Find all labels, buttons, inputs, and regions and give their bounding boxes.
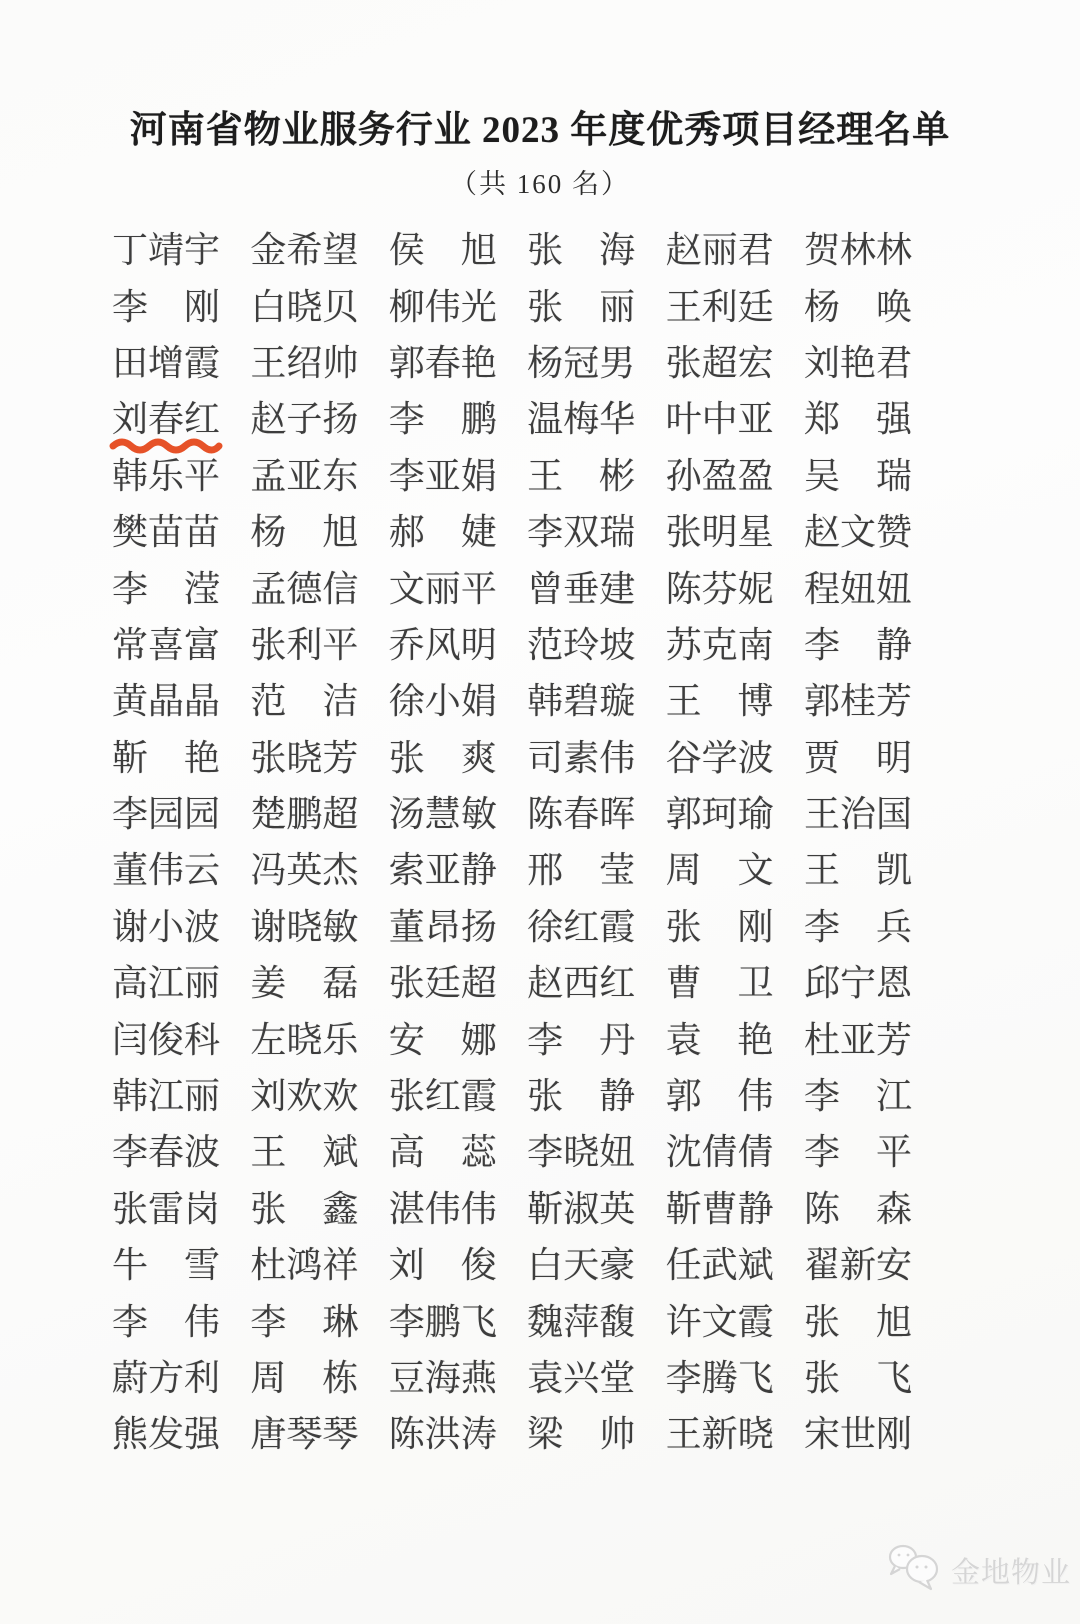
name-cell [389,1293,497,1349]
name-text: 司 素 伟 [527,737,636,778]
name-text: 乔 风 明 [388,624,497,665]
name-cell [389,842,497,898]
name-cell [527,730,635,786]
name-cell [112,335,220,391]
watermark [884,1542,1071,1599]
name-text: 李 双 瑞 [527,512,636,553]
name-text: 李 腾 飞 [665,1358,774,1398]
name-cell [804,786,912,842]
name-text: 程 妞 妞 [803,568,912,609]
name-text: 任 武 斌 [665,1245,774,1286]
name-text: 郝 婕 [388,512,497,553]
name-cell [389,391,497,447]
name-text: 贾 明 [803,737,912,778]
name-cell [250,1406,358,1462]
name-cell [250,730,358,786]
name-text: 柳 伟 光 [388,286,497,327]
name-text: 贺 林 林 [803,230,912,271]
name-cell [389,1011,497,1067]
name-text: 张 廷 超 [388,963,497,1004]
name-cell [389,673,497,729]
document-header [0,0,1080,202]
name-text: 田 增 霞 [112,342,221,383]
name-cell [666,448,774,504]
name-cell [527,504,635,560]
name-cell [112,448,220,504]
name-text: 周 栋 [250,1358,359,1398]
name-text: 曾 垂 建 [527,568,636,609]
name-cell [389,278,497,334]
name-cell [666,391,774,447]
name-cell [250,673,358,729]
name-cell [250,1124,358,1180]
name-text: 刘 春 红 [112,399,221,440]
name-cell [250,448,358,504]
name-cell [804,955,912,1011]
name-cell [389,955,497,1011]
name-text: 赵 西 红 [527,963,636,1004]
name-text: 李 平 [803,1132,912,1173]
name-text: 李 静 [803,624,912,665]
name-cell [250,1011,358,1067]
name-text: 蔚 方 利 [112,1358,221,1398]
name-cell [666,617,774,673]
name-cell [666,955,774,1011]
name-text: 王 凯 [803,850,912,891]
name-text: 郑 强 [803,399,912,440]
name-text: 张 明 星 [665,512,774,553]
name-text: 李 晓 妞 [527,1132,636,1173]
name-cell [250,1181,358,1237]
name-text: 冯 英 杰 [250,850,359,891]
name-cell [112,899,220,955]
name-cell [250,335,358,391]
name-cell [804,1068,912,1124]
name-text: 刘 俊 [388,1245,497,1286]
name-cell [527,222,635,278]
name-text: 李 滢 [112,568,220,609]
name-cell [804,899,912,955]
name-cell [389,335,497,391]
name-text: 靳 淑 英 [527,1188,636,1229]
name-text: 吴 瑞 [803,455,912,496]
name-text: 邢 莹 [527,850,636,891]
name-cell [527,617,635,673]
name-text: 张 利 平 [250,624,359,665]
name-text: 许 文 霞 [665,1301,774,1342]
name-cell [666,1350,774,1406]
name-text: 苏 克 南 [665,624,774,665]
name-text: 杨 旭 [250,512,359,553]
name-text: 丁 靖 宇 [112,230,221,271]
name-cell [250,1068,358,1124]
name-text: 赵 子 扬 [250,399,359,440]
name-text: 孙 盈 盈 [665,455,774,496]
name-text: 陈 森 [803,1188,912,1229]
name-cell [389,730,497,786]
name-text: 韩 江 丽 [112,1076,221,1117]
name-text: 王 利 廷 [665,286,774,327]
name-text: 杨 冠 男 [527,342,636,383]
name-text: 陈 芬 妮 [665,568,774,609]
name-text: 郭 春 艳 [388,342,497,383]
name-cell [804,222,912,278]
name-cell [389,1406,497,1462]
name-text: 赵 文 赞 [803,512,912,553]
name-text: 杨 唤 [803,286,912,327]
name-cell [527,560,635,616]
watermark-label: 金地物业 [951,1557,1072,1589]
name-cell [527,1181,635,1237]
name-cell [250,1237,358,1293]
name-cell [666,222,774,278]
name-text: 魏 萍 馥 [527,1301,636,1342]
name-cell [666,1068,774,1124]
name-text: 董 伟 云 [112,850,221,891]
name-cell [112,617,220,673]
name-text: 孟 亚 东 [250,455,359,496]
name-cell [250,391,358,447]
name-cell [804,1181,912,1237]
name-cell [250,504,358,560]
name-cell [666,1293,774,1349]
name-cell [527,1237,635,1293]
name-grid [112,222,912,1463]
name-cell [527,1124,635,1180]
name-cell [112,842,220,898]
name-cell [112,1293,220,1349]
name-cell [804,730,912,786]
name-cell [527,673,635,729]
name-text: 常 喜 富 [112,624,221,665]
name-text: 谷 学 波 [665,737,774,778]
name-text: 索 亚 静 [388,850,497,891]
name-cell [389,560,497,616]
name-text: 郭 伟 [665,1076,774,1117]
name-cell-highlighted [112,391,220,447]
name-cell [527,955,635,1011]
name-cell [527,899,635,955]
name-text: 范 玲 坡 [527,624,636,665]
name-text: 李 伟 [112,1301,220,1342]
name-cell [250,955,358,1011]
name-text: 郭 珂 瑜 [665,794,774,835]
name-cell [527,448,635,504]
name-text: 熊 发 强 [112,1414,221,1455]
name-cell [666,560,774,616]
name-text: 高 江 丽 [112,963,221,1004]
name-cell [112,786,220,842]
name-cell [804,1237,912,1293]
name-text: 张 超 宏 [665,342,774,383]
name-cell [112,1124,220,1180]
name-cell [527,1068,635,1124]
name-cell [250,278,358,334]
name-text: 杜 亚 芳 [803,1019,912,1060]
name-cell [250,1350,358,1406]
name-text: 王 治 国 [803,794,912,835]
name-cell [389,222,497,278]
name-text: 李 兵 [803,906,912,947]
name-text: 陈 洪 涛 [388,1414,497,1455]
name-cell [804,1406,912,1462]
name-text: 黄 晶 晶 [112,681,221,722]
name-text: 李 刚 [112,286,220,327]
name-cell [527,278,635,334]
name-text: 张 红 霞 [388,1076,497,1117]
name-text: 张 雷 岗 [112,1188,221,1229]
name-text: 梁 帅 [527,1414,636,1455]
name-cell [666,335,774,391]
name-text: 韩 乐 平 [112,455,221,496]
name-text: 叶 中 亚 [665,399,774,440]
name-text: 豆 海 燕 [388,1358,497,1398]
name-text: 李 亚 娟 [388,455,497,496]
name-cell [250,560,358,616]
name-text: 张 丽 [527,286,636,327]
name-cell [250,222,358,278]
name-cell [666,673,774,729]
name-text: 范 洁 [250,681,359,722]
name-cell [112,673,220,729]
name-cell [389,899,497,955]
name-text: 温 梅 华 [527,399,636,440]
name-text: 李 江 [803,1076,912,1117]
name-text: 白 晓 贝 [250,286,359,327]
name-cell [804,335,912,391]
name-cell [112,1406,220,1462]
name-cell [666,1237,774,1293]
name-cell [804,560,912,616]
name-text: 金 希 望 [250,230,359,271]
name-cell [250,842,358,898]
name-text: 郭 桂 芳 [803,681,912,722]
name-text: 张 旭 [803,1301,912,1342]
name-text: 王 绍 帅 [250,342,359,383]
name-text: 王 彬 [527,455,636,496]
name-text: 侯 旭 [388,230,497,271]
chat-bubbles-icon [884,1542,946,1599]
name-text: 樊 苗 苗 [112,512,221,553]
name-text: 沈 倩 倩 [665,1132,774,1173]
name-text: 周 文 [665,850,774,891]
name-cell [804,504,912,560]
name-text: 陈 春 晖 [527,794,636,835]
name-text: 张 鑫 [250,1188,359,1229]
name-text: 湛 伟 伟 [388,1188,497,1229]
name-text: 高 蕊 [388,1132,497,1173]
name-cell [666,899,774,955]
name-cell [804,1293,912,1349]
name-cell [250,1293,358,1349]
name-text: 袁 兴 堂 [527,1358,636,1398]
name-text: 安 娜 [388,1019,497,1060]
name-text: 张 晓 芳 [250,737,359,778]
name-text: 韩 碧 璇 [527,681,636,722]
name-text: 姜 磊 [250,963,359,1004]
name-cell [389,1237,497,1293]
name-cell [666,842,774,898]
name-cell [804,1124,912,1180]
name-cell [527,786,635,842]
name-text: 李 鹏 飞 [388,1301,497,1342]
name-cell [666,278,774,334]
name-text: 杜 鸿 祥 [250,1245,359,1286]
name-cell [389,1350,497,1406]
name-cell [389,1124,497,1180]
name-cell [804,278,912,334]
name-text: 刘 艳 君 [803,342,912,383]
name-text: 王 斌 [250,1132,359,1173]
name-cell [804,448,912,504]
name-text: 翟 新 安 [803,1245,912,1286]
name-cell [666,1406,774,1462]
name-cell [666,1124,774,1180]
name-text: 白 天 豪 [527,1245,636,1286]
name-text: 靳 艳 [112,737,220,778]
name-text: 谢 晓 敏 [250,906,359,947]
name-cell [804,842,912,898]
name-text: 刘 欢 欢 [250,1076,359,1117]
name-text: 宋 世 刚 [803,1414,912,1455]
name-cell [666,1011,774,1067]
name-text: 李 琳 [250,1301,359,1342]
name-text: 张 海 [527,230,636,271]
name-cell [804,391,912,447]
name-text: 赵 丽 君 [665,230,774,271]
name-text: 孟 德 信 [250,568,359,609]
name-text: 张 爽 [388,737,497,778]
name-cell [112,560,220,616]
name-text: 王 新 晓 [665,1414,774,1455]
name-text: 王 博 [665,681,774,722]
name-cell [389,448,497,504]
name-cell [112,222,220,278]
name-text: 谢 小 波 [112,906,221,947]
name-text: 李 鹏 [388,399,497,440]
name-text: 李 丹 [527,1019,636,1060]
name-cell [250,617,358,673]
name-text: 汤 慧 敏 [388,794,497,835]
name-cell [527,842,635,898]
name-cell [666,1181,774,1237]
name-text: 邱 宁 恩 [803,963,912,1004]
name-text: 牛 雪 [112,1245,220,1286]
name-text: 张 刚 [665,906,774,947]
name-text: 张 静 [527,1076,636,1117]
name-cell [112,278,220,334]
name-text: 楚 鹏 超 [250,794,359,835]
name-cell [804,1350,912,1406]
name-text: 李 园 园 [112,794,221,835]
name-text: 文 丽 平 [388,568,497,609]
page-subtitle: （共 160 名） [450,169,630,199]
name-text: 靳 曹 静 [665,1188,774,1229]
name-cell [666,786,774,842]
name-cell [112,730,220,786]
name-cell [804,617,912,673]
name-cell [389,1068,497,1124]
name-text: 徐 小 娟 [388,681,497,722]
name-text: 张 飞 [803,1358,912,1398]
name-cell [666,730,774,786]
name-text: 曹 卫 [665,963,774,1004]
name-cell [527,391,635,447]
name-cell [250,786,358,842]
name-cell [112,1237,220,1293]
name-text: 徐 红 霞 [527,906,636,947]
name-cell [112,1181,220,1237]
name-cell [112,1011,220,1067]
name-cell [527,1350,635,1406]
name-cell [804,673,912,729]
name-text: 闫 俊 科 [112,1019,221,1060]
name-cell [666,504,774,560]
name-text: 左 晓 乐 [250,1019,359,1060]
name-cell [389,504,497,560]
name-cell [389,1181,497,1237]
page-title: 河南省物业服务行业 2023 年度优秀项目经理名单 [129,110,951,151]
name-cell [389,617,497,673]
name-cell [389,786,497,842]
name-cell [527,1293,635,1349]
name-cell [250,899,358,955]
name-text: 李 春 波 [112,1132,221,1173]
name-cell [112,504,220,560]
name-cell [527,335,635,391]
name-cell [112,1068,220,1124]
name-text: 唐 琴 琴 [250,1414,359,1455]
name-text: 袁 艳 [665,1019,774,1060]
name-cell [527,1011,635,1067]
name-text: 董 昂 扬 [388,906,497,947]
name-cell [112,1350,220,1406]
name-cell [112,955,220,1011]
name-cell [804,1011,912,1067]
name-cell [527,1406,635,1462]
